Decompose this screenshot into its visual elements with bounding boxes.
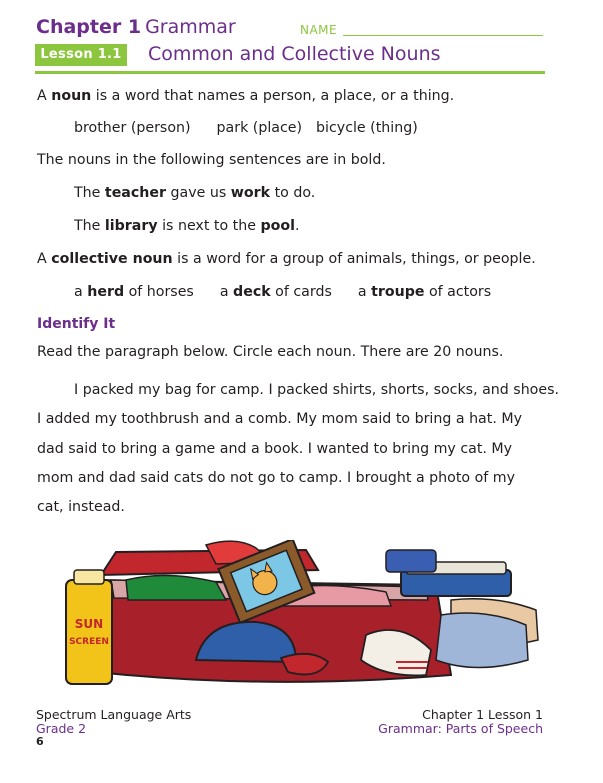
lesson-badge — [35, 44, 127, 66]
chapter-label: Chapter 1 — [36, 16, 142, 38]
chapter-heading — [36, 16, 236, 38]
page-number: 6 — [36, 735, 44, 748]
green-shirt — [126, 575, 226, 600]
instruction: Read the paragraph below. Circle each noun. There are 20 nouns. — [37, 344, 504, 360]
example-sentence-2: The library is next to the pool. — [74, 218, 300, 234]
footer-publisher: Spectrum Language Arts — [36, 707, 192, 722]
paragraph-line-1: I packed my bag for camp. I packed shirts, shorts, socks, and shoes. — [74, 382, 559, 398]
footer-chapter: Chapter 1 Lesson 1 — [422, 707, 543, 722]
lesson-label: Lesson 1.1 — [40, 47, 122, 62]
noun-examples: brother (person) park (place) bicycle (thing) — [74, 120, 418, 136]
paragraph-line-4: mom and dad said cats do not go to camp. I brought a photo of my — [37, 470, 515, 486]
footer-topic: Grammar: Parts of Speech — [378, 721, 543, 736]
blue-shirt — [386, 550, 436, 572]
example-sentence-1: The teacher gave us work to do. — [74, 185, 316, 201]
noun-definition: A noun is a word that names a person, a place, or a thing. — [37, 88, 455, 104]
bold-note: The nouns in the following sentences are in bold. — [37, 152, 386, 168]
paragraph-line-5: cat, instead. — [37, 499, 125, 515]
collective-noun-definition: A collective noun is a word for a group of animals, things, or people. — [37, 251, 536, 267]
section-heading: Identify It — [37, 316, 116, 332]
chapter-subject: Grammar — [145, 16, 236, 38]
sunscreen-text-1: SUN — [74, 617, 104, 631]
sunscreen-text-2: SCREEN — [69, 637, 109, 647]
suitcase-illustration — [56, 540, 556, 700]
paragraph-line-3: dad said to bring a game and a book. I wanted to bring my cat. My — [37, 441, 513, 457]
header-rule — [35, 71, 545, 74]
folded-shorts — [436, 613, 528, 668]
paragraph-line-2: I added my toothbrush and a comb. My mom said to bring a hat. My — [37, 411, 522, 427]
collective-examples: a herd of horses a deck of cards a troupe of actors — [74, 284, 492, 300]
name-line — [343, 35, 543, 36]
lesson-title: Common and Collective Nouns — [148, 43, 441, 65]
name-label: NAME — [300, 23, 338, 37]
footer-grade: Grade 2 — [36, 721, 87, 736]
sunscreen-bottle — [66, 580, 112, 684]
